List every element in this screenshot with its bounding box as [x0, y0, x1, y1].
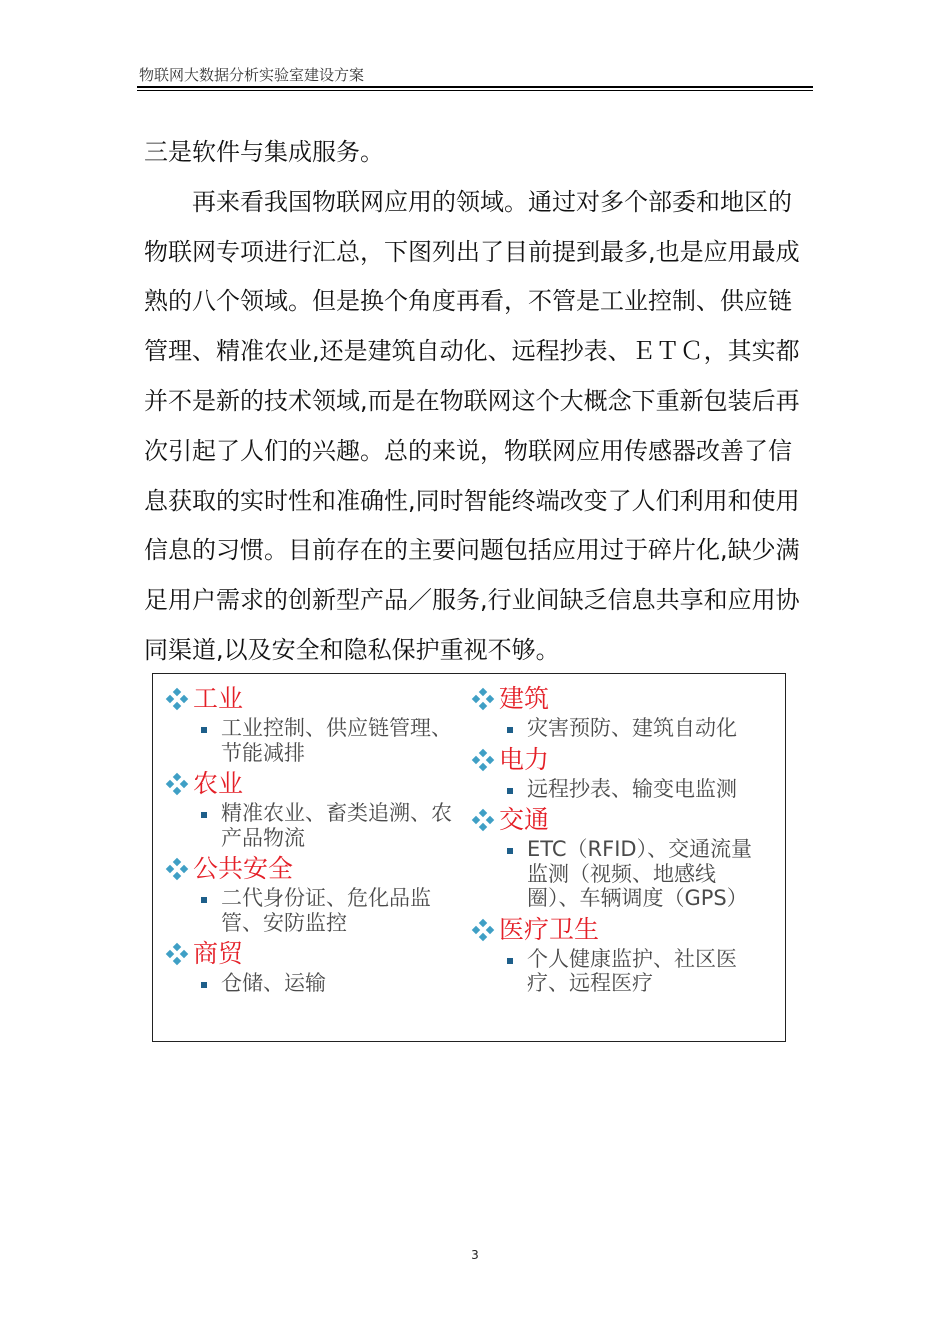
document-header: 物联网大数据分析实验室建设方案	[139, 66, 365, 84]
figure-right-column	[471, 682, 781, 998]
diamond-bullet-icon	[165, 857, 189, 881]
field-title: 工业	[193, 684, 244, 713]
field-agriculture	[165, 767, 465, 850]
field-title: 公共安全	[193, 854, 294, 883]
field-title: 电力	[499, 744, 550, 774]
square-bullet-icon	[201, 727, 207, 733]
diamond-bullet-icon	[471, 918, 495, 942]
application-fields-figure	[152, 673, 786, 1042]
square-bullet-icon	[201, 982, 207, 988]
field-power	[471, 743, 781, 802]
diamond-bullet-icon	[471, 687, 495, 711]
field-items: 二代身份证、危化品监管、安防监控	[221, 886, 431, 935]
field-items: 远程抄表、输变电监测	[527, 776, 737, 801]
square-bullet-icon	[507, 788, 513, 794]
field-items: 个人健康监护、社区医疗、远程医疗	[527, 946, 737, 995]
header-rule-thick	[137, 86, 813, 88]
field-title: 医疗卫生	[499, 914, 600, 944]
square-bullet-icon	[507, 848, 513, 854]
field-healthcare	[471, 913, 781, 996]
field-title: 农业	[193, 769, 244, 798]
paragraph-2: 再来看我国物联网应用的领域。通过对多个部委和地区的物联网专项进行汇总，下图列出了目前提到最多,也是应用最成熟的八个领域。但是换个角度再看，不管是工业控制、供应链管理、精准农业,还是建筑自动化、远程抄表、ＥＴＣ，其实都并不是新的技术领域,而是在物联网这个大概念下重新包装后再次引起了人们的兴趣。总的来说，物联网应用传感器改善了信息获取的实时性和准确性,同时智能终端改变了人们利用和使用信息的习惯。目前存在的主要问题包括应用过于碎片化,缺少满足用户需求的创新型产品／服务,行业间缺乏信息共享和应用协同渠道,以及安全和隐私保护重视不够。	[144, 187, 800, 664]
body-text	[144, 128, 810, 676]
field-items: 精准农业、畜类追溯、农产品物流	[221, 801, 452, 850]
field-title: 交通	[499, 805, 550, 834]
diamond-bullet-icon	[165, 772, 189, 796]
diamond-bullet-icon	[471, 808, 495, 832]
square-bullet-icon	[201, 897, 207, 903]
field-items: 灾害预防、建筑自动化	[527, 716, 737, 740]
field-industry	[165, 682, 465, 765]
diamond-bullet-icon	[471, 748, 495, 772]
field-commerce	[165, 937, 465, 996]
square-bullet-icon	[507, 727, 513, 733]
page-number: 3	[471, 1248, 479, 1262]
field-public-safety	[165, 852, 465, 935]
square-bullet-icon	[201, 812, 207, 818]
field-items: 工业控制、供应链管理、节能减排	[221, 716, 452, 765]
square-bullet-icon	[507, 958, 513, 964]
diamond-bullet-icon	[165, 942, 189, 966]
diamond-bullet-icon	[165, 687, 189, 711]
figure-left-column	[165, 682, 465, 998]
field-construction	[471, 682, 781, 741]
field-transportation	[471, 803, 781, 911]
field-title: 商贸	[193, 939, 244, 968]
field-title: 建筑	[499, 684, 550, 713]
field-items: ETC（RFID）、交通流量监测（视频、地感线圈）、车辆调度（GPS）	[527, 837, 753, 910]
field-items: 仓储、运输	[221, 971, 326, 995]
paragraph-1: 三是软件与集成服务。	[144, 138, 384, 166]
header-rule-thin	[137, 90, 813, 91]
